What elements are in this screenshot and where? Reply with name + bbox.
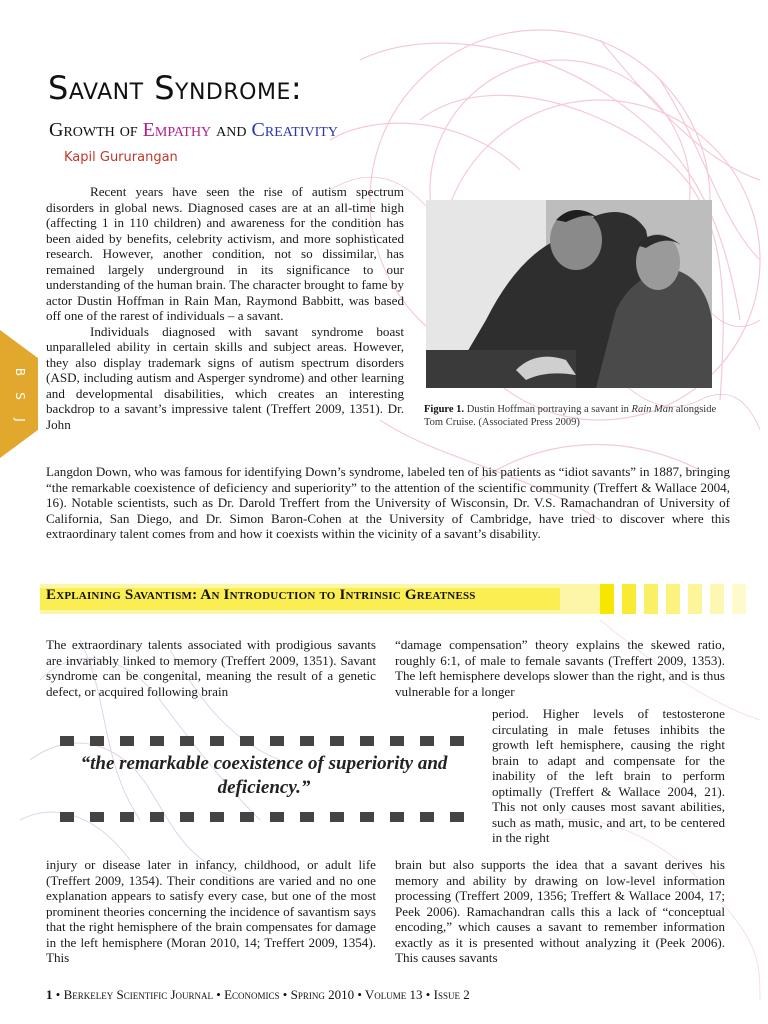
intro-column — [46, 184, 404, 432]
caption-film-title: Rain Man — [631, 404, 674, 415]
subtitle-empathy: Empathy — [142, 119, 212, 141]
article-title: Savant Syndrome: — [48, 69, 303, 107]
left-column-bottom — [46, 857, 376, 966]
article-subtitle — [49, 117, 338, 143]
pull-quote-top-bar — [60, 736, 468, 746]
right-column-bottom — [395, 857, 725, 966]
photo-silhouette-art — [426, 200, 712, 388]
right-paragraph-1: “damage compensation” theory explains the skewed ratio, roughly 6:1, of male to female savants (Treffert 2009, 1353). The left hemisphere develops slower than the right, and is thus vulnerable for a longer — [395, 637, 725, 699]
left-column-top — [46, 637, 376, 699]
right-paragraph-3: brain but also supports the idea that a savant derives his memory and ability by drawing on low-level information processing (Treffert 2009, 1356; Treffert & Wallace 2004, 17; Peek 2006). Ramachandran calls this a lack of “conceptual encoding,” which causes a savant to remember information exactly as it is presented without analyzing it (Peek 2006). This causes savants — [395, 857, 725, 965]
subtitle-part1: Growth of — [49, 119, 143, 141]
right-column-wrap — [492, 706, 725, 846]
intro-paragraph-2-continued: Langdon Down, who was famous for identifying Down’s syndrome, labeled ten of his patients as “idiot savants” in 1887, bringing “the remarkable coexistence of deficiency and superiority” to the attention of the scientific community (Treffert & Wallace 2004, 16). Notable scientists, such as Dr. Darold Treffert from the University of Wisconsin, Dr. V.S. Ramachandran of University of California, San Diego, and Dr. Simon Baron-Cohen at the University of Cambridge, have tried to discover where this extraordinary talent comes from and how it coexists within the vicinity of a savant’s disability. — [46, 464, 730, 541]
footer-volume: Volume 13 — [364, 987, 423, 1002]
figure-label: Figure 1. — [424, 404, 465, 415]
side-letter-b: B — [13, 367, 27, 377]
subtitle-part2: and — [211, 119, 252, 141]
footer-journal: Berkeley Scientific Journal — [63, 987, 214, 1002]
page-footer: 1 • Berkeley Scientific Journal • Economics • Spring 2010 • Volume 13 • Issue 2 — [46, 987, 470, 1002]
right-column-top — [395, 637, 725, 699]
footer-issue: Issue 2 — [433, 987, 470, 1002]
footer-section: Economics — [224, 987, 280, 1002]
subtitle-creativity: Creativity — [251, 119, 338, 141]
caption-part-b: alongside Tom Cruise. (Associated Press 2009) — [424, 404, 717, 428]
intro-continuation — [46, 464, 730, 542]
left-paragraph-1: The extraordinary talents associated with prodigious savants are invariably linked to memory (Treffert 2009, 1351). Savant syndrome can be congenital, meaning the result of a genetic defect, or acquired following brain — [46, 637, 376, 699]
pull-quote-bottom-bar — [60, 812, 468, 822]
section-heading: Explaining Savantism: An Introduction to Intrinsic Greatness — [46, 587, 476, 603]
figure-photo-rain-man — [426, 200, 712, 388]
footer-season: Spring 2010 — [290, 987, 355, 1002]
author-name: Kapil Gururangan — [64, 150, 178, 165]
left-paragraph-2: injury or disease later in infancy, childhood, or adult life (Treffert 2009, 1354). Their conditions are varied and no one explanation appears to satisfy every case, but one of the most prominent theories concerning the incidence of savantism says that the right hemisphere of the brain compensates for damage in the left hemisphere (Moran 2010, 14; Treffert 2009, 1354). This — [46, 857, 376, 965]
footer-page-number: 1 — [46, 987, 53, 1002]
side-tab-letters — [10, 360, 30, 432]
intro-paragraph-2: Individuals diagnosed with savant syndrome boast unparalleled ability in certain skills and subject areas. However, they also display trademark signs of autism spectrum disorders (ASD, including autism and Asperger syndrome) and other learning and developmental disabilities, which creates an interesting backdrop to a savant’s impressive talent (Treffert 2009, 1351). Dr. John — [46, 323, 404, 432]
side-letter-j: J — [13, 418, 27, 422]
side-letter-s: S — [13, 392, 27, 400]
pull-quote: “the remarkable coexistence of superiority and deficiency.” — [80, 753, 448, 798]
caption-part-a: Dustin Hoffman portraying a savant in — [464, 404, 632, 415]
right-paragraph-2: period. Higher levels of testosterone circulating in male fetuses inhibits the growth left hemisphere, causing the right brain to adapt and compensate for the inability of the left brain to perform optimally (Treffert & Wallace 2004, 21). This not only causes most savant abilities, such as math, music, and art, to be centered in the right — [492, 706, 725, 845]
figure-caption — [424, 403, 729, 429]
intro-paragraph-1: Recent years have seen the rise of autism spectrum disorders in global news. Diagnosed cases are at an all-time high (affecting 1 in 110 children) and awareness for the condition has been aided by benefits, celebrity activism, and more sophisticated research. However, another condition, not so dissimilar, has remained largely underground in its significance to our understanding of the human brain. The character brought to fame by actor Dustin Hoffman in Rain Man, Raymond Babbitt, was based off one of the rarest of individuals – a savant. — [46, 184, 404, 323]
